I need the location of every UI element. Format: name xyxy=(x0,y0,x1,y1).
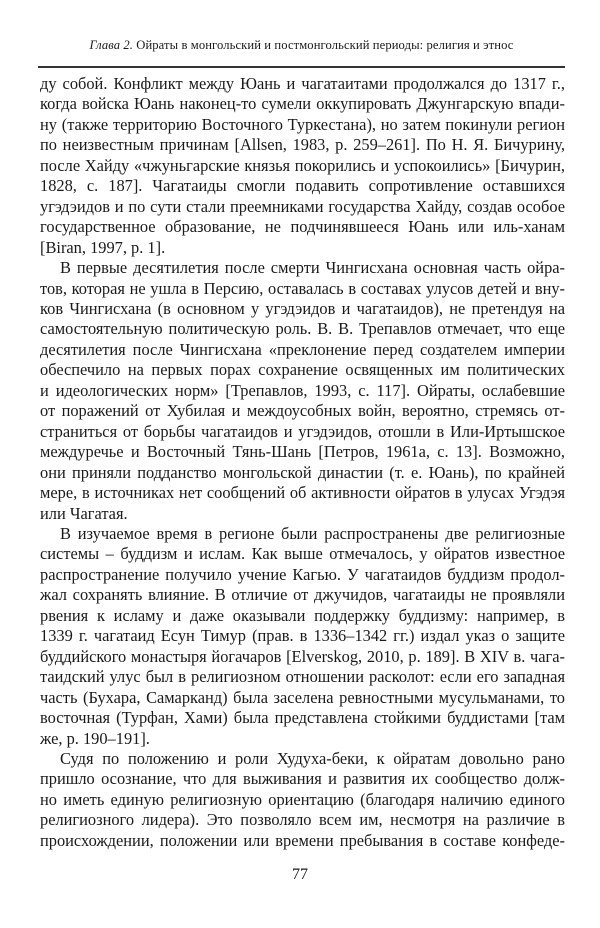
running-header xyxy=(38,38,565,53)
text-line: но иметь единую религиозную ориентацию (благодаря наличию единого xyxy=(40,789,565,809)
text-line: ду собой. Конфликт между Юань и чагатаитами продолжался до 1317 г., xyxy=(40,74,565,93)
text-line: самостоятельную политическую роль. В. В. Трепавлов отмечает, что еще xyxy=(40,319,565,339)
text-line: системы – буддизм и ислам. Как выше отмечалось, у ойратов известное xyxy=(40,544,565,564)
text-line: угэдэидов и по сути стали преемниками государства Хайду, создав особое xyxy=(40,196,565,216)
text-line: когда войска Юань наконец-то сумели оккупировать Джунгарскую впади- xyxy=(40,94,565,114)
text-line: и идеологических норм» [Трепавлов, 1993, с. 117]. Ойраты, ослабевшие xyxy=(40,380,565,400)
paragraph xyxy=(40,74,565,258)
text-line: религиозного лидера). Это позволяло всем им, несмотря на различие в xyxy=(40,810,565,830)
text-line: В изучаемое время в регионе были распространены две религиозные xyxy=(60,523,565,543)
text-line: или Чагатая. xyxy=(40,503,128,523)
text-line: государственное образование, не подчинявшееся Юань или иль-ханам xyxy=(40,217,565,237)
paragraph xyxy=(40,749,565,851)
text-line: происхождении, положении или времени пребывания в составе конфеде- xyxy=(40,830,565,850)
text-line: обеспечило на первых порах сохранение освященных им политических xyxy=(40,360,565,380)
text-line: буддийского монастыря йогачаров [Elverskog, 2010, p. 189]. В XIV в. чага- xyxy=(40,646,565,666)
paragraph xyxy=(40,524,565,749)
text-line: ну (также территорию Восточного Туркестана), но затем покинули регион xyxy=(40,114,565,134)
text-line: восточная (Турфан, Хами) была представлена стойкими буддистами [там xyxy=(40,708,565,728)
text-line: по неизвестным причинам [Allsen, 1983, p. 259–261]. По Н. Я. Бичурину, xyxy=(40,135,565,155)
page-number: 77 xyxy=(292,866,308,883)
text-line: часть (Бухара, Самарканд) была заселена ревностными мусульманами, то xyxy=(40,687,565,707)
text-line: они приняли подданство монгольской династии (т. е. Юань), по крайней xyxy=(40,462,565,482)
text-line: 1339 г. чагатаид Есун Тимур (прав. в 1336–1342 гг.) издал указ о защите xyxy=(40,626,565,646)
text-line: Судя по положению и роли Худуха-беки, к ойратам довольно рано xyxy=(60,748,565,768)
text-line: ков Чингисхана (в основном у угэдэидов и чагатаидов), не претендуя на xyxy=(40,298,565,318)
text-line: же, p. 190–191]. xyxy=(40,728,150,748)
chapter-label: Глава 2. xyxy=(89,38,133,52)
text-line: жал сохранять влияние. В отличие от джучидов, чагатаиды не проявляли xyxy=(40,585,565,605)
text-line: [Biran, 1997, p. 1]. xyxy=(40,237,166,257)
header-rule xyxy=(38,66,565,68)
text-line: междуречье и Восточный Тянь-Шань [Петров, 1961а, с. 13]. Возможно, xyxy=(40,442,565,462)
text-line: тов, которая не ушла в Персию, оставалась в составах улусов детей и вну- xyxy=(40,278,565,298)
page-body xyxy=(40,74,565,851)
paragraph xyxy=(40,258,565,524)
text-line: от поражений от Хубилая и междоусобных войн, вероятно, стремясь от- xyxy=(40,401,565,421)
text-line: десятилетия после Чингисхана «преклонение перед создателем империи xyxy=(40,339,565,359)
text-line: пришло осознание, что для выживания и развития их сообщество долж- xyxy=(40,769,565,789)
text-line: страниться от борьбы чагатаидов и угэдэидов, отошли в Или-Иртышское xyxy=(40,421,565,441)
text-line: таидский улус был в религиозном отношении расколот: если его западная xyxy=(40,667,565,687)
text-line: В первые десятилетия после смерти Чингисхана основная часть ойра- xyxy=(60,258,565,278)
text-line: рвения к исламу и даже оказывали поддержку буддизму: например, в xyxy=(40,605,565,625)
text-line: 1828, с. 187]. Чагатаиды смогли подавить сопротивление оставшихся xyxy=(40,176,565,196)
chapter-title: Ойраты в монгольский и постмонгольский периоды: религия и этнос xyxy=(136,38,514,52)
text-line: распространение получило учение Кагью. У чагатаидов буддизм продол- xyxy=(40,564,565,584)
text-line: мере, в источниках нет сообщений об активности ойратов в улусах Угэдэя xyxy=(40,483,565,503)
text-line: после Хайду «чжуньгарские князья покорились и успокоились» [Бичурин, xyxy=(40,155,565,175)
